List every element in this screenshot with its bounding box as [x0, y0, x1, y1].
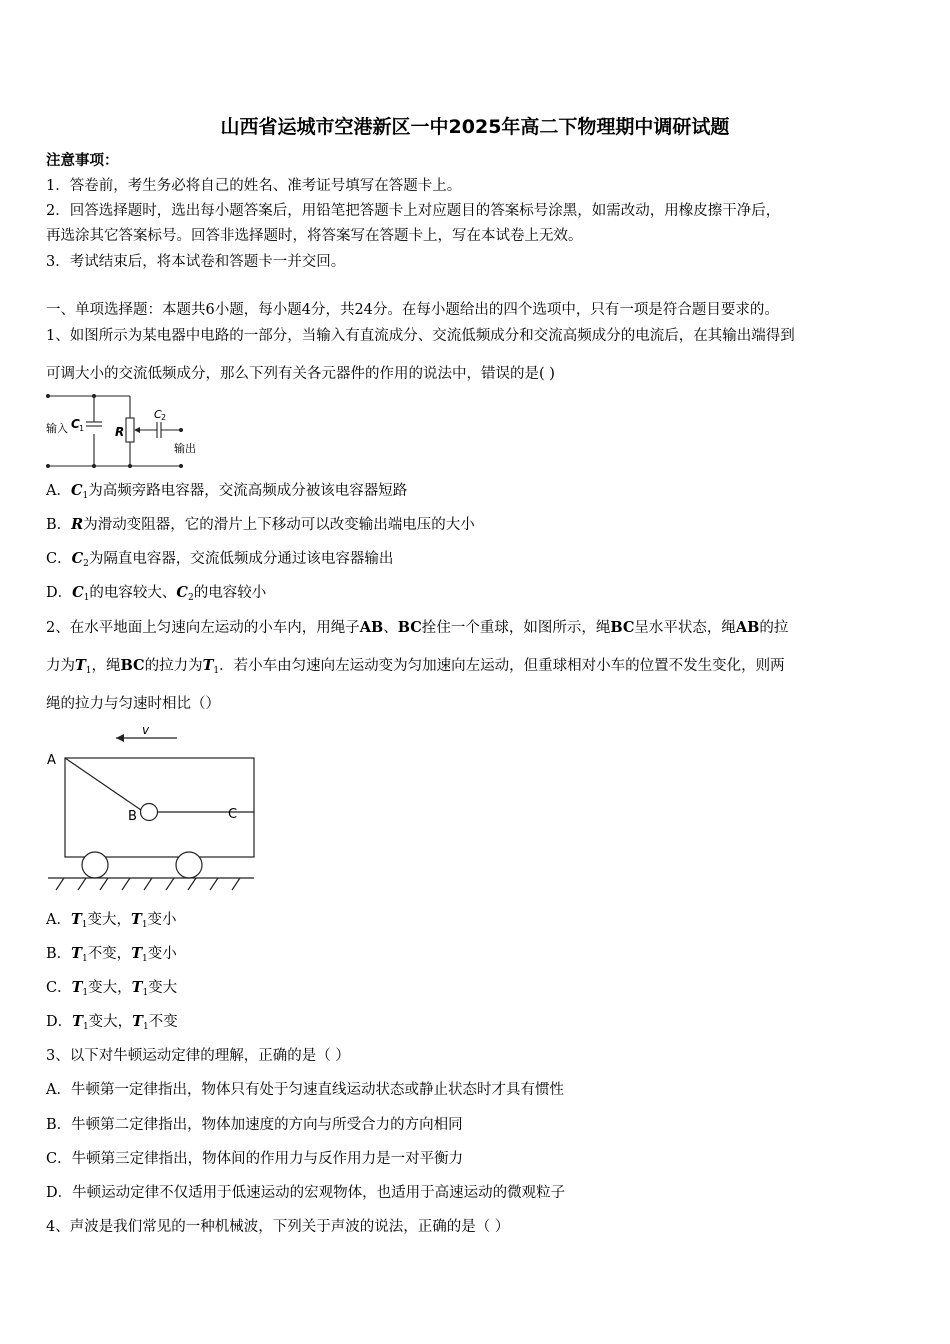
- subscript: 2: [187, 593, 194, 603]
- option-text: 为隔直电容器，交流低频成分通过该电容器输出: [88, 551, 394, 567]
- text: 力为: [46, 658, 75, 674]
- point-a-label: A: [47, 753, 56, 768]
- symbol-r: R: [71, 516, 84, 533]
- text: 呈水平状态，绳: [634, 620, 736, 636]
- rope-bc: BC: [610, 619, 635, 636]
- point-c-label: C: [228, 807, 238, 822]
- option-letter: C．: [46, 551, 72, 567]
- q1-stem-line: 1、如图所示为某电器中电路的一部分，当输入有直流成分、交流低频成分和交流高频成分的电流后，在其输出端得到: [46, 328, 795, 344]
- symbol-t: T: [72, 1013, 83, 1030]
- section-heading: 一、单项选择题：本题共6小题，每小题4分，共24分。在每小题给出的四个选项中，只有一项是符合题目要求的。: [46, 302, 779, 318]
- q3-stem: 3、以下对牛顿运动定律的理解，正确的是（ ）: [46, 1048, 350, 1064]
- text: ，绳: [91, 658, 121, 674]
- text: 的拉: [759, 620, 789, 636]
- rope-ab: AB: [735, 619, 760, 636]
- text: 、: [383, 620, 398, 636]
- notice-item: 1．答卷前，考生务必将自己的姓名、准考证号填写在答题卡上。: [46, 178, 462, 194]
- notice-item: 3．考试结束后，将本试卷和答题卡一并交回。: [46, 254, 346, 270]
- symbol-t: T: [202, 657, 214, 674]
- symbol-c: C: [72, 584, 84, 601]
- option-text: 变小: [147, 912, 177, 928]
- option-letter: A．: [46, 483, 71, 499]
- q2-option-a: [46, 911, 177, 929]
- subscript: 1: [142, 1022, 149, 1032]
- q2-stem-line: [46, 657, 785, 675]
- symbol-t: T: [71, 979, 83, 996]
- q3-option-b: B．牛顿第二定律指出，物体加速度的方向与所受合力的方向相同: [46, 1117, 463, 1133]
- symbol-t: T: [75, 657, 86, 674]
- subscript: 1: [141, 920, 148, 930]
- option-text: 不变: [148, 1014, 178, 1030]
- option-text: 的电容较大、: [89, 585, 177, 601]
- velocity-label: v: [142, 723, 150, 737]
- symbol-c: C: [71, 550, 84, 567]
- q2-option-c: [46, 979, 177, 997]
- q2-option-b: [46, 945, 177, 963]
- subscript: 1: [142, 988, 149, 998]
- option-text: 变小: [147, 946, 177, 962]
- subscript: 1: [83, 593, 90, 603]
- subscript: 1: [81, 954, 88, 964]
- symbol-t: T: [132, 1013, 143, 1030]
- subscript: 1: [82, 1022, 89, 1032]
- notice-item: 再选涂其它答案标号。回答非选择题时，将答案写在答题卡上，写在本试卷上无效。: [46, 228, 583, 244]
- q2-option-d: [46, 1013, 178, 1031]
- symbol-t: T: [71, 945, 82, 962]
- subscript: 1: [82, 988, 89, 998]
- subscript: 1: [81, 920, 88, 930]
- text: 拴住一个重球，如图所示，绳: [421, 620, 611, 636]
- page-title: 山西省运城市空港新区一中2025年高二下物理期中调研试题: [220, 116, 730, 138]
- text: 的拉力为: [144, 658, 203, 674]
- symbol-t: T: [70, 911, 82, 928]
- subscript: 1: [82, 491, 89, 501]
- text: 2、在水平地面上匀速向左运动的小车内，用绳子: [46, 620, 360, 636]
- c2-subscript: 2: [161, 413, 167, 422]
- option-letter: B．: [46, 517, 72, 533]
- point-b-label: B: [128, 809, 137, 824]
- option-text: 为滑动变阻器，它的滑片上下移动可以改变输出端电压的大小: [83, 517, 475, 533]
- q3-option-d: D．牛顿运动定律不仅适用于低速运动的宏观物体，也适用于高速运动的微观粒子: [46, 1185, 566, 1201]
- q1-option-a: [46, 482, 407, 500]
- symbol-c: C: [70, 482, 83, 499]
- option-text: 的电容较小: [193, 585, 267, 601]
- option-text: 变大，: [87, 912, 132, 928]
- subscript: 1: [85, 666, 92, 676]
- option-letter: D．: [46, 1014, 73, 1030]
- q1-option-d: [46, 584, 266, 602]
- input-label: 输入: [46, 422, 68, 435]
- subscript: 1: [141, 954, 148, 964]
- circuit-diagram: [46, 388, 206, 472]
- subscript: 2: [83, 559, 89, 569]
- text: ．若小车由匀速向左运动变为匀加速向左运动，但重球相对小车的位置不发生变化，则两: [219, 658, 785, 674]
- q1-option-c: [46, 550, 393, 568]
- q1-option-b: [46, 516, 475, 534]
- option-text: 不变，: [87, 946, 132, 962]
- c1-subscript: 1: [79, 424, 85, 433]
- symbol-t: T: [131, 945, 142, 962]
- option-letter: A．: [46, 912, 71, 928]
- q3-option-c: C．牛顿第三定律指出，物体间的作用力与反作用力是一对平衡力: [46, 1151, 464, 1167]
- symbol-t: T: [131, 979, 143, 996]
- subscript: 1: [213, 666, 220, 676]
- r-label: R: [115, 425, 125, 439]
- option-text: 变大，: [88, 980, 132, 996]
- option-text: 变大，: [88, 1014, 133, 1030]
- q4-stem: 4、声波是我们常见的一种机械波，下列关于声波的说法，正确的是（ ）: [46, 1219, 510, 1235]
- option-text: 变大: [148, 980, 178, 996]
- rope-bc: BC: [120, 657, 145, 674]
- c1-label: C: [71, 417, 80, 431]
- symbol-c: C: [176, 584, 188, 601]
- q1-stem-line: 可调大小的交流低频成分，那么下列有关各元器件的作用的说法中，错误的是( ): [46, 366, 555, 382]
- option-text: 为高频旁路电容器，交流高频成分被该电容器短路: [88, 483, 408, 499]
- option-letter: D．: [46, 585, 73, 601]
- q2-stem-line: [46, 619, 788, 637]
- rope-ab: AB: [359, 619, 384, 636]
- q3-option-a: A．牛顿第一定律指出，物体只有处于匀速直线运动状态或静止状态时才具有惯性: [46, 1082, 564, 1098]
- notice-heading: 注意事项：: [46, 152, 119, 169]
- cart-diagram: [44, 720, 259, 895]
- notice-item: 2．回答选择题时，选出每小题答案后，用铅笔把答题卡上对应题目的答案标号涂黑，如需改动，用橡皮擦干净后，: [46, 203, 781, 219]
- symbol-t: T: [131, 911, 142, 928]
- option-letter: C．: [46, 980, 72, 996]
- rope-bc: BC: [397, 619, 422, 636]
- c2-label: C: [154, 408, 162, 421]
- output-label: 输出: [174, 442, 196, 455]
- option-letter: B．: [46, 946, 72, 962]
- q2-stem-line: 绳的拉力与匀速时相比（）: [46, 696, 220, 712]
